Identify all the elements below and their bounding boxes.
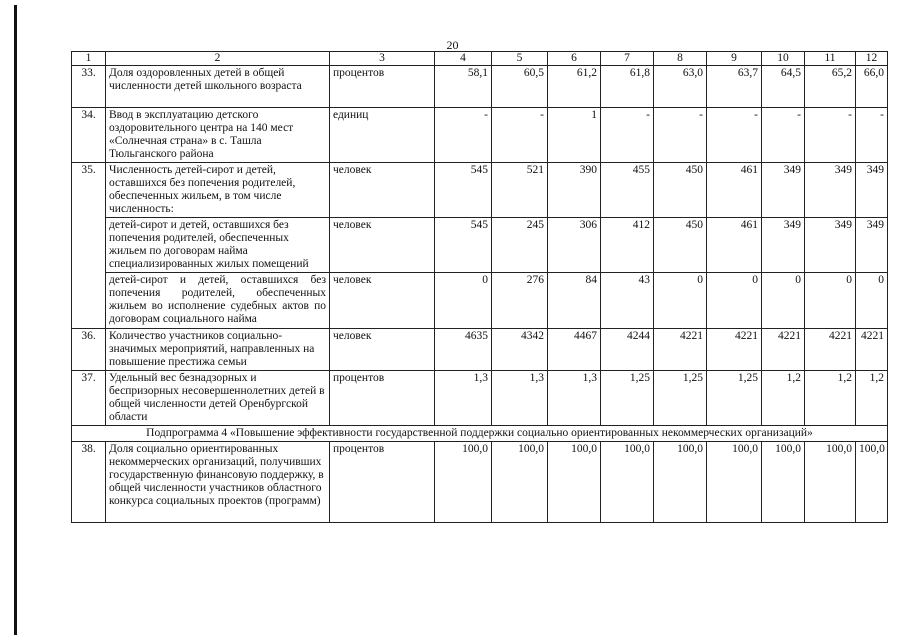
value-cell: 4221	[805, 329, 856, 371]
indicator-name: Удельный вес безнадзорных и беспризорных несовершеннолетних детей в общей численности детей Оренбургской области	[106, 371, 330, 426]
value-cell: 1,25	[654, 371, 707, 426]
value-cell: 4221	[762, 329, 805, 371]
row-number: 36.	[72, 329, 106, 371]
row-number: 33.	[72, 66, 106, 108]
column-header: 8	[654, 52, 707, 66]
indicator-name: Ввод в эксплуатацию детского оздоровительного центра на 140 мест «Солнечная страна» в с. Ташла Тюльганского района	[106, 108, 330, 163]
value-cell: 1,25	[601, 371, 654, 426]
value-cell: 306	[548, 218, 601, 273]
value-cell: 43	[601, 273, 654, 329]
value-cell: 1,2	[762, 371, 805, 426]
page-edge-line	[14, 5, 17, 635]
value-cell: 4244	[601, 329, 654, 371]
value-cell: -	[435, 108, 492, 163]
value-cell: 0	[856, 273, 888, 329]
subprogram-row	[72, 426, 888, 442]
value-cell: 84	[548, 273, 601, 329]
value-cell: 100,0	[762, 442, 805, 523]
column-header: 10	[762, 52, 805, 66]
value-cell: 65,2	[805, 66, 856, 108]
table-row	[72, 66, 888, 108]
value-cell: 1,3	[492, 371, 548, 426]
value-cell: 349	[856, 163, 888, 218]
unit-cell: человек	[330, 273, 435, 329]
column-header: 5	[492, 52, 548, 66]
value-cell: -	[601, 108, 654, 163]
value-cell: 276	[492, 273, 548, 329]
value-cell: 450	[654, 163, 707, 218]
value-cell: -	[856, 108, 888, 163]
row-number: 38.	[72, 442, 106, 523]
value-cell: 461	[707, 218, 762, 273]
value-cell: 61,2	[548, 66, 601, 108]
value-cell: 100,0	[856, 442, 888, 523]
table-row	[72, 218, 888, 273]
indicator-name: Доля социально ориентированных некоммерческих организаций, получивших государственную финансовую поддержку, в общей численности участников областного конкурса социальных проектов (программ)	[106, 442, 330, 523]
unit-cell: человек	[330, 329, 435, 371]
value-cell: 100,0	[492, 442, 548, 523]
value-cell: 1	[548, 108, 601, 163]
row-number: 35.	[72, 163, 106, 329]
indicator-name: Количество участников социально-значимых мероприятий, направленных на повышение престижа семьи	[106, 329, 330, 371]
page-number: 20	[446, 38, 459, 52]
indicator-name: Численность детей-сирот и детей, оставшихся без попечения родителей, обеспеченных жильем, в том числе численность:	[106, 163, 330, 218]
unit-cell: процентов	[330, 442, 435, 523]
value-cell: 63,0	[654, 66, 707, 108]
value-cell: 1,3	[548, 371, 601, 426]
table-row	[72, 329, 888, 371]
table-row	[72, 273, 888, 329]
value-cell: 390	[548, 163, 601, 218]
value-cell: 545	[435, 163, 492, 218]
value-cell: 1,2	[805, 371, 856, 426]
table-row	[72, 371, 888, 426]
value-cell: 100,0	[601, 442, 654, 523]
value-cell: 100,0	[805, 442, 856, 523]
value-cell: 58,1	[435, 66, 492, 108]
indicator-name: детей-сирот и детей, оставшихся без попечения родителей, обеспеченных жильем по договорам найма специализированных жилых помещений	[106, 218, 330, 273]
value-cell: -	[707, 108, 762, 163]
value-cell: 349	[856, 218, 888, 273]
value-cell: 4221	[654, 329, 707, 371]
unit-cell: единиц	[330, 108, 435, 163]
table-row	[72, 163, 888, 218]
indicator-name: детей-сирот и детей, оставшихся без попечения родителей, обеспеченных жильем во исполнение судебных актов по договорам социального найма	[106, 273, 330, 329]
value-cell: -	[805, 108, 856, 163]
column-header: 9	[707, 52, 762, 66]
value-cell: 4342	[492, 329, 548, 371]
value-cell: 450	[654, 218, 707, 273]
value-cell: 60,5	[492, 66, 548, 108]
table-row	[72, 442, 888, 523]
value-cell: 1,3	[435, 371, 492, 426]
value-cell: 4221	[856, 329, 888, 371]
value-cell: -	[762, 108, 805, 163]
indicator-name: Доля оздоровленных детей в общей численности детей школьного возраста	[106, 66, 330, 108]
column-header: 2	[106, 52, 330, 66]
value-cell: 349	[762, 163, 805, 218]
table-row	[72, 108, 888, 163]
row-number: 34.	[72, 108, 106, 163]
row-number: 37.	[72, 371, 106, 426]
value-cell: 61,8	[601, 66, 654, 108]
column-header: 4	[435, 52, 492, 66]
column-header: 11	[805, 52, 856, 66]
value-cell: 0	[654, 273, 707, 329]
column-number-row	[72, 52, 888, 66]
unit-cell: процентов	[330, 66, 435, 108]
column-header: 7	[601, 52, 654, 66]
value-cell: 1,2	[856, 371, 888, 426]
value-cell: -	[492, 108, 548, 163]
value-cell: 545	[435, 218, 492, 273]
value-cell: 349	[805, 163, 856, 218]
value-cell: 100,0	[654, 442, 707, 523]
column-header: 12	[856, 52, 888, 66]
value-cell: 521	[492, 163, 548, 218]
value-cell: 4635	[435, 329, 492, 371]
value-cell: 4221	[707, 329, 762, 371]
value-cell: 0	[762, 273, 805, 329]
unit-cell: процентов	[330, 371, 435, 426]
value-cell: -	[654, 108, 707, 163]
value-cell: 100,0	[435, 442, 492, 523]
column-header: 6	[548, 52, 601, 66]
value-cell: 4467	[548, 329, 601, 371]
value-cell: 245	[492, 218, 548, 273]
column-header: 3	[330, 52, 435, 66]
value-cell: 455	[601, 163, 654, 218]
indicators-table	[71, 51, 888, 523]
value-cell: 100,0	[548, 442, 601, 523]
value-cell: 461	[707, 163, 762, 218]
value-cell: 0	[435, 273, 492, 329]
value-cell: 349	[805, 218, 856, 273]
value-cell: 412	[601, 218, 654, 273]
value-cell: 1,25	[707, 371, 762, 426]
value-cell: 100,0	[707, 442, 762, 523]
value-cell: 64,5	[762, 66, 805, 108]
value-cell: 0	[707, 273, 762, 329]
unit-cell: человек	[330, 163, 435, 218]
value-cell: 0	[805, 273, 856, 329]
unit-cell: человек	[330, 218, 435, 273]
subprogram-title: Подпрограмма 4 «Повышение эффективности государственной поддержки социально ориентированных некоммерческих организаций»	[72, 426, 888, 442]
value-cell: 63,7	[707, 66, 762, 108]
column-header: 1	[72, 52, 106, 66]
value-cell: 349	[762, 218, 805, 273]
value-cell: 66,0	[856, 66, 888, 108]
